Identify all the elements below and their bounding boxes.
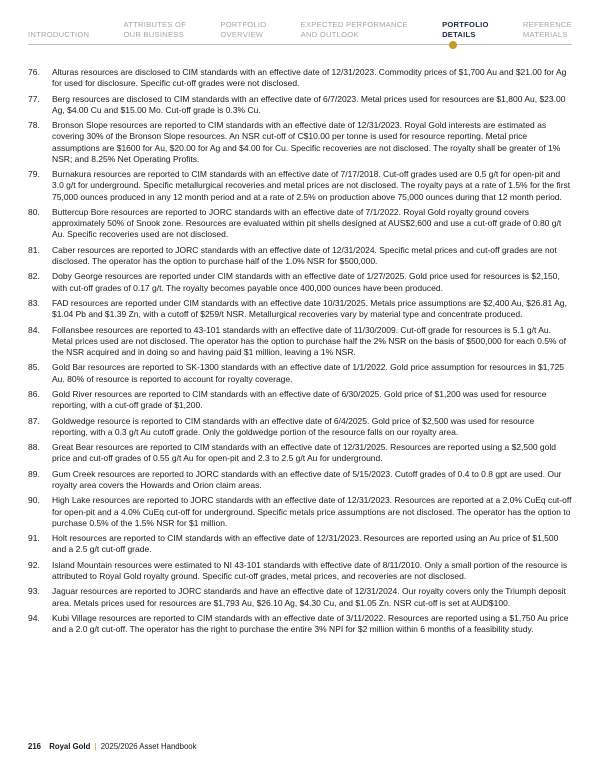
footnote-item [28, 586, 572, 608]
nav-portfolio-details-line1: PORTFOLIO [442, 20, 489, 29]
footnote-item [28, 298, 572, 320]
footnote-text: Holt resources are reported to CIM standards with an effective date of 12/31/2023. Resources are reported using an Au price of $1,500 and a 2.5 g/t cut-off grade. [52, 533, 559, 555]
nav-portfolio-overview-line1: PORTFOLIO [220, 20, 267, 29]
footnote-text: High Lake resources are reported to JORC standards with an effective date of 12/31/2023. Resources are reported at a 2.0% CuEq cut-off for open-pit and a 4.0% CuEq cut-off for underground. Specific metals price assumptions are not disclosed. The operator has the option to purchase 0.5% of the 1.5% NSR for $1 million. [52, 495, 572, 528]
footnote-text: Gold Bar resources are reported to SK-1300 standards with an effective date of 1/1/2022. Gold price assumption for resources in $1,725 Au. 80% of resource is reported to account for royalty coverage. [52, 362, 565, 384]
footnote-number: 87. [28, 415, 40, 426]
nav-reference-line2: MATERIALS [522, 30, 568, 39]
footnote-item [28, 120, 572, 165]
footer-separator: | [94, 742, 97, 751]
footnote-number: 91. [28, 533, 40, 544]
nav-attributes-line1: ATTRIBUTES OF [123, 20, 187, 29]
footnote-item [28, 271, 572, 293]
footnote-item [28, 362, 572, 384]
footnote-number: 83. [28, 297, 40, 308]
footnote-number: 79. [28, 169, 40, 180]
footnote-number: 81. [28, 244, 40, 255]
footnote-number: 80. [28, 206, 40, 217]
nav-portfolio-overview-line2: OVERVIEW [220, 30, 264, 39]
footnote-text: Bronson Slope resources are reported to CIM standards with an effective date of 12/31/2023. Royal Gold interests are estimated as covering 30% of the Bronson Slope resources. An NSR cut-off of C$10.00 per tonne is used for resource reporting. Metal price assumptions are $1600 for Au, $20.00 for Ag and $4.00 for Cu. Specific recoveries are not disclosed. The royalty shall be greater of 1% NSR; and 8.25% Net Operating Profits. [52, 120, 561, 164]
footnote-number: 86. [28, 388, 40, 399]
nav-reference-line1: REFERENCE [522, 20, 572, 29]
footnotes-list [28, 67, 572, 640]
footnote-text: Gold River resources are reported to CIM standards with an effective date of 6/30/2025. Gold price of $1,200 was used for resource reporting, with a cut-off grade of $1,200. [52, 388, 547, 411]
footnote-item [28, 442, 572, 464]
footnote-number: 77. [28, 93, 40, 104]
footnote-text: Follansbee resources are reported to 43-101 standards with an effective date of 11/30/2009. Cut-off grade for resources is 5.1 g/t Au. Metal prices used are not disclosed. The operator has the option to purchase half the 2% NSR on the basis of $500,000 for each 0.5% of the NSR acquired and in doing so and having paid $1 million, leaving a 1% NSR. [52, 324, 566, 357]
footnote-number: 90. [28, 495, 40, 506]
page-footer [28, 742, 197, 751]
nav-introduction-label: INTRODUCTION [28, 30, 90, 39]
footnote-text: Caber resources are reported to JORC standards with an effective date of 12/31/2024. Specific metal prices and cut-off grades are not disclosed. The operator has the option to purchase half of the 1.0% NSR for $500,000. [52, 244, 557, 266]
footnote-number: 78. [28, 120, 40, 131]
footnote-text: Burnakura resources are reported to CIM standards with an effective date of 7/17/2018. Cut-off grades used are 0.5 g/t for open-pit and 3.0 g/t for underground. Specific metallurgical recoveries and metal prices are not disclosed. The royalty pays at a rate of 1.5% for the first 75,000 ounces produced in any 12 month period and at a rate of 2.5% on production above 75,000 ounces during that 12 month period. [52, 169, 571, 202]
footnote-text: Gum Creek resources are reported to JORC standards with an effective date of 5/15/2023. Cutoff grades of 0.4 to 0.8 gpt are used. Our royalty area covers the Howards and Orion claim areas. [52, 468, 562, 490]
footnote-number: 76. [28, 67, 40, 77]
page-number: 216 [28, 742, 42, 751]
footnote-number: 82. [28, 271, 40, 282]
footnote-text: Kubi Village resources are reported to CIM standards with an effective date of 3/11/2022. Resources are reported using a $1,750 Au price and a 2.0 g/t cut-off. The operator has the right to purchase the entire 3% NPI for $2 million within 6 months of a feasibility study. [52, 612, 569, 635]
footer-brand: Royal Gold [49, 742, 91, 751]
footnote-number: 84. [28, 324, 40, 335]
footnote-item [28, 613, 572, 635]
nav-attributes-line2: OUR BUSINESS [123, 30, 184, 39]
footnote-item [28, 207, 572, 241]
footnote-item [28, 416, 572, 438]
footnote-text: FAD resources are reported under CIM standards with an effective date 10/31/2025. Metals price assumptions are $2,400 Au, $26.81 Ag, $1.04 Pb and $1.39 Zn, with a cutoff of $259/t NSR. Metallurgical recoveries vary by material type and concentrate produced. [52, 297, 567, 320]
nav-portfolio-details-line2: DETAILS [442, 30, 476, 39]
footnote-item [28, 169, 572, 203]
footnote-item [28, 560, 572, 582]
footnote-text: Jaguar resources are reported to JORC standards and have an effective date of 12/31/2024. Our royalty covers only the Triumph deposit area. Metals prices used for resources are $1,793 Au, $26.10 Ag, $4.30 Cu, and $1.05 Zn. NSR cut-off is set at AUD$100. [52, 586, 566, 608]
footnote-text: Island Mountain resources were estimated to NI 43-101 standards with effective date of 8/11/2010. Only a small portion of the resource is attributed to Royal Gold royalty ground. Specific cut-off grades, metal prices, and recoveries are not disclosed. [52, 559, 568, 581]
footnote-item [28, 469, 572, 491]
nav-expected-performance-line2: AND OUTLOOK [300, 30, 359, 39]
footnote-text: Buttercup Bore resources are reported to JORC standards with an effective date of 7/1/2022. Royal Gold royalty ground covers approximately 50% of Snook zone. Resources are evaluated within pit shells designed at AUS$2,600 and use a cut-off grade of 0.80 g/t Au. Specific recoveries used are not disclosed. [52, 206, 562, 240]
footnote-item [28, 389, 572, 411]
footnote-item [28, 94, 572, 116]
footnote-text: Great Bear resources are reported to CIM standards with an effective date of 12/31/2025. Resources are reported using a $2,500 gold price and cut-off grades of 0.55 g/t Au for open-pit and 2.3 to 2.5 g/t Au for underground. [52, 442, 557, 464]
footer-doc-title: 2025/2026 Asset Handbook [100, 742, 197, 751]
nav-divider [28, 44, 572, 45]
footnote-item [28, 495, 572, 529]
footnote-item [28, 245, 572, 267]
footnote-text: Berg resources are disclosed to CIM standards with an effective date of 6/7/2023. Metal prices used for resources are $1,800 Au, $23.00 Ag, $4.00 Cu and $15.00 Mo. Cut-off grade is 0.3% Cu. [52, 93, 566, 115]
active-section-indicator [449, 41, 457, 49]
footnote-item [28, 533, 572, 555]
nav-expected-performance-line1: EXPECTED PERFORMANCE [300, 20, 408, 29]
footnote-text: Alturas resources are disclosed to CIM standards with an effective date of 12/31/2023. Commodity prices of $1,700 Au and $21.00 for Ag for used for disclosure. Specific cut-off grades were not disclosed. [52, 67, 567, 89]
footnote-number: 85. [28, 362, 40, 373]
footnote-item [28, 325, 572, 359]
footnote-number: 88. [28, 442, 40, 453]
footnote-text: Doby George resources are reported under CIM standards with an effective date of 1/27/2025. Gold price used for resources is $2,150, with cut-off grades of 0.17 g/t. The royalty becomes payable once 400,000 ounces have been produced. [52, 271, 560, 293]
footnote-item [28, 67, 572, 89]
footnote-number: 92. [28, 559, 40, 570]
footnote-number: 94. [28, 612, 40, 623]
footnote-number: 89. [28, 468, 40, 479]
footnote-number: 93. [28, 586, 40, 597]
footnote-text: Goldwedge resource is reported to CIM standards with an effective date of 6/4/2025. Gold price of $2,500 was used for resource reporting, with a 0.3 g/t Au cutoff grade. Only the goldwedge portion of the resource falls on our royalty area. [52, 415, 535, 437]
